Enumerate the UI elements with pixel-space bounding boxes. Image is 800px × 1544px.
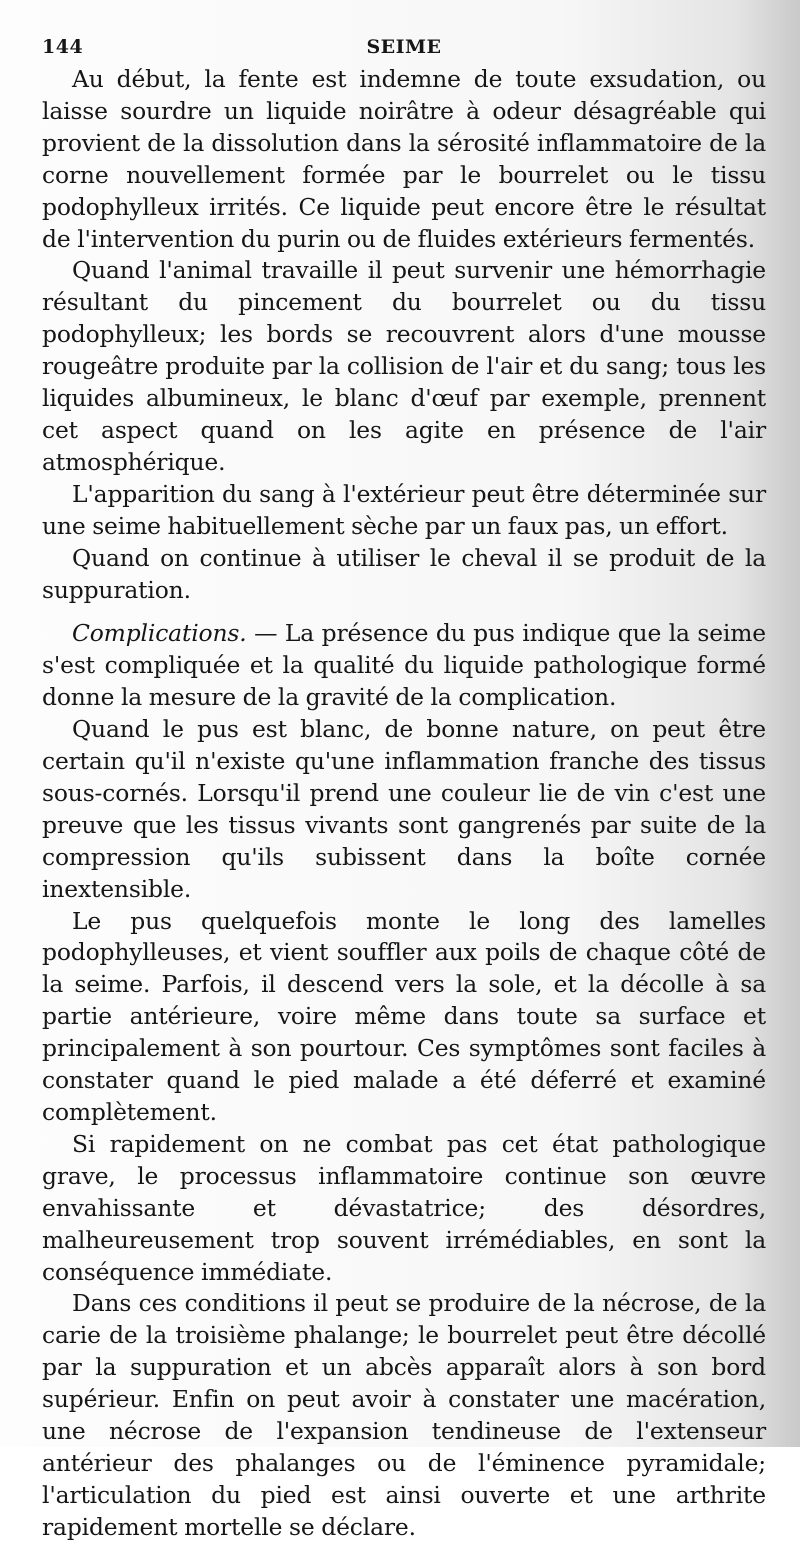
paragraph-text: Quand l'animal travaille il peut survenir une hémorrhagie résultant du pincement du bourrelet ou du tissu podophylleux; les bords se recouvrent alors d'une mousse rougeâtre produite par la collision de l'air et du sang; tous les liquides albumineux, le blanc d'œuf par exemple, prennent cet aspect quand on les agite en présence de l'air atmosphérique. — [42, 256, 766, 476]
page-number: 144 — [42, 36, 84, 58]
paragraph-text: Dans ces conditions il peut se produire de la nécrose, de la carie de la troisième phalange; le bourrelet peut être décollé par la suppuration et un abcès apparaît alors à son bord supérieur. Enfin on peut avoir à constater une macération, une nécrose de l'expansion tendineuse de l'extenseur antérieur des phalanges ou de l'éminence pyramidale; l'articulation du pied est ainsi ouverte et une arthrite rapidement mortelle se déclare. — [42, 1289, 766, 1541]
paragraph-text: — La présence du pus indique que la seime s'est compliquée et la qualité du liquide pathologique formé donne la mesure de la gravité de la complication. — [42, 619, 766, 712]
paragraph-text: Quand on continue à utiliser le cheval il se produit de la suppuration. — [42, 543, 766, 604]
paragraph-necrose — [42, 1288, 766, 1543]
paragraph-apparition-sang — [42, 479, 766, 543]
running-head — [42, 36, 766, 64]
paragraph-text: L'apparition du sang à l'extérieur peut être déterminée sur une seime habituellement sèche par un faux pas, un effort. — [42, 479, 766, 540]
paragraph-hemorrhagie — [42, 255, 766, 478]
paragraph-exsudation — [42, 64, 766, 255]
paragraph-text: Quand le pus est blanc, de bonne nature, on peut être certain qu'il n'existe qu'une inflammation franche des tissus sous-cornés. Lorsqu'il prend une couleur lie de vin c'est une preuve que les tissus vivants sont gangrenés par suite de la compression qu'ils subissent dans la boîte cornée inextensible. — [42, 715, 766, 903]
paragraph-pus-monte — [42, 906, 766, 1129]
body-text — [42, 64, 766, 1544]
paragraph-text: Au début, la fente est indemne de toute exsudation, ou laisse sourdre un liquide noirâtre à odeur désagréable qui provient de la dissolution dans la sérosité inflammatoire de la corne nouvellement formée par le bourrelet ou le tissu podophylleux irrités. Ce liquide peut encore être le résultat de l'intervention du purin ou de fluides extérieurs fermentés. — [42, 65, 766, 253]
paragraph-complications — [42, 618, 766, 714]
paragraph-text: Le pus quelquefois monte le long des lamelles podophylleuses, et vient souffler aux poils de chaque côté de la seime. Parfois, il descend vers la sole, et la décolle à sa partie antérieure, voire même dans toute sa surface et principalement à son pourtour. Ces symptômes sont faciles à constater quand le pied malade a été déferré et examiné complètement. — [42, 906, 766, 1126]
running-title: SEIME — [366, 36, 442, 58]
paragraph-text: Si rapidement on ne combat pas cet état pathologique grave, le processus inflammatoire continue son œuvre envahissante et dévastatrice; des désordres, malheureusement trop souvent irrémédiables, en sont la conséquence immédiate. — [42, 1129, 766, 1286]
section-heading: Complications. — [72, 619, 247, 648]
paragraph-processus — [42, 1129, 766, 1289]
paragraph-suppuration — [42, 543, 766, 607]
paragraph-pus-blanc — [42, 714, 766, 905]
